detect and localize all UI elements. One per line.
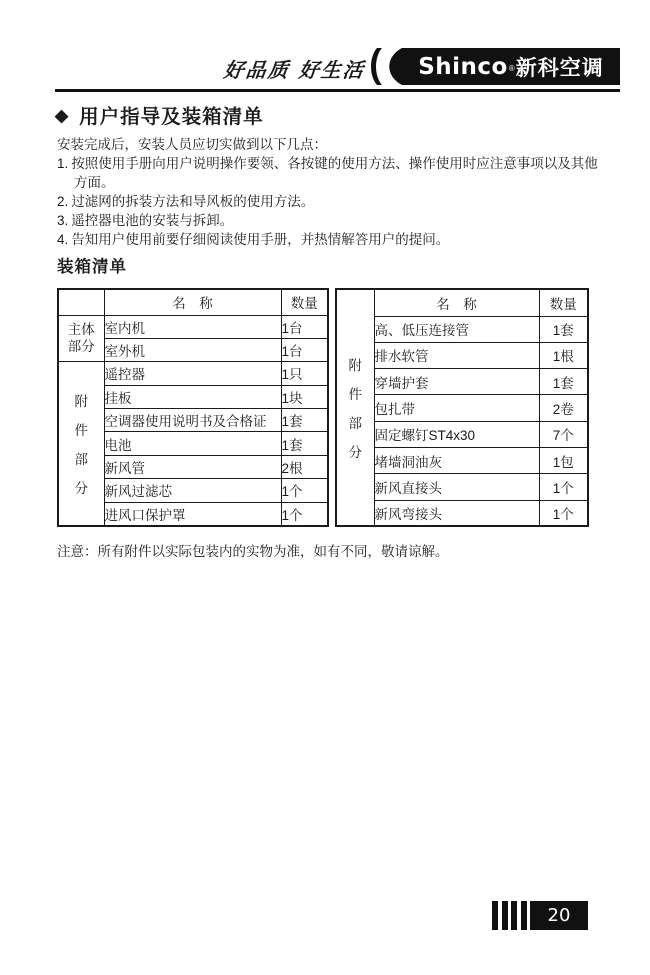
group-accessory-parts: 附 件 部 分 [336,289,374,526]
item-qty-cell: 1套 [539,369,588,395]
table-row [336,447,588,473]
item-name-cell: 新风直接头 [374,474,539,500]
item-qty-cell: 1套 [281,432,328,455]
item-name-cell: 高、低压连接管 [374,316,539,342]
item-name-cell: 进风口保护罩 [104,502,281,525]
item-name-cell: 空调器使用说明书及合格证 [104,409,281,432]
table-row [336,369,588,395]
item-qty-cell: 1只 [281,362,328,385]
table-row [336,421,588,447]
qty-column-header: 数量 [539,289,588,316]
item-qty-cell: 2根 [281,455,328,478]
item-name-cell: 挂板 [104,385,281,408]
table-row [336,500,588,526]
brand-name-cn: 新科空调 [515,56,604,80]
registered-mark-icon: ® [508,64,515,73]
item-qty-cell: 1块 [281,385,328,408]
item-qty-cell: 1套 [281,409,328,432]
item-qty-cell: 1个 [539,474,588,500]
page-title [55,101,264,129]
name-column-header: 名 称 [104,289,281,315]
brand-name: Shinco [418,53,508,80]
item-name-cell: 排水软管 [374,342,539,368]
page-stripes-icon [492,901,527,930]
item-name-cell: 堵墙洞油灰 [374,447,539,473]
table-row [336,395,588,421]
table-row [58,362,328,385]
item-name-cell: 新风过滤芯 [104,479,281,502]
intro-item: 2. 过滤网的拆装方法和导风板的使用方法。 [57,193,315,209]
item-qty-cell: 2卷 [539,395,588,421]
packing-list-heading: 装箱清单 [57,258,127,276]
item-qty-cell: 1包 [539,447,588,473]
item-name-cell: 固定螺钉ST4x30 [374,421,539,447]
table-row [58,315,328,338]
item-name-cell: 新风管 [104,455,281,478]
brand-banner [368,48,620,85]
item-name-cell: 室外机 [104,338,281,361]
intro-lead: 安装完成后，安装人员应切实做到以下几点： [57,137,327,152]
item-qty-cell: 1个 [539,500,588,526]
header-divider [55,89,620,92]
page-title-text: 用户指导及装箱清单 [79,106,264,128]
brand-lockup [402,48,620,85]
table-row [336,342,588,368]
page-number-badge [530,901,588,930]
disclaimer-note: 注意：所有附件以实际包装内的实物为准，如有不同，敬请谅解。 [57,544,449,559]
qty-column-header: 数量 [281,289,328,315]
group-accessory-parts: 附 件 部 分 [58,362,104,526]
item-qty-cell: 1套 [539,316,588,342]
intro-paragraph [57,136,602,249]
item-qty-cell: 1台 [281,315,328,338]
item-qty-cell: 1根 [539,342,588,368]
table-row [336,316,588,342]
page-number: 20 [547,905,571,926]
name-column-header: 名 称 [374,289,539,316]
item-qty-cell: 1个 [281,479,328,502]
item-name-cell: 室内机 [104,315,281,338]
table-row [336,474,588,500]
packing-table-left [57,288,329,527]
group-main-parts: 主体 部分 [58,315,104,362]
item-name-cell: 包扎带 [374,395,539,421]
slogan-text: 好品质 好生活 [222,58,367,82]
intro-item: 3. 遥控器电池的安装与拆卸。 [57,212,234,228]
corner-cell [58,289,104,315]
item-name-cell: 新风弯接头 [374,500,539,526]
item-qty-cell: 1台 [281,338,328,361]
packing-table-right [335,288,589,527]
item-name-cell: 遥控器 [104,362,281,385]
intro-item: 1. 按照使用手册向用户说明操作要领、各按键的使用方法、操作使用时应注意事项以及其他方面。 [57,155,598,190]
intro-item: 4. 告知用户使用前要仔细阅读使用手册，并热情解答用户的提问。 [57,231,450,247]
diamond-bullet-icon: ◆ [55,105,70,125]
item-name-cell: 穿墙护套 [374,369,539,395]
item-qty-cell: 7个 [539,421,588,447]
item-qty-cell: 1个 [281,502,328,525]
item-name-cell: 电池 [104,432,281,455]
